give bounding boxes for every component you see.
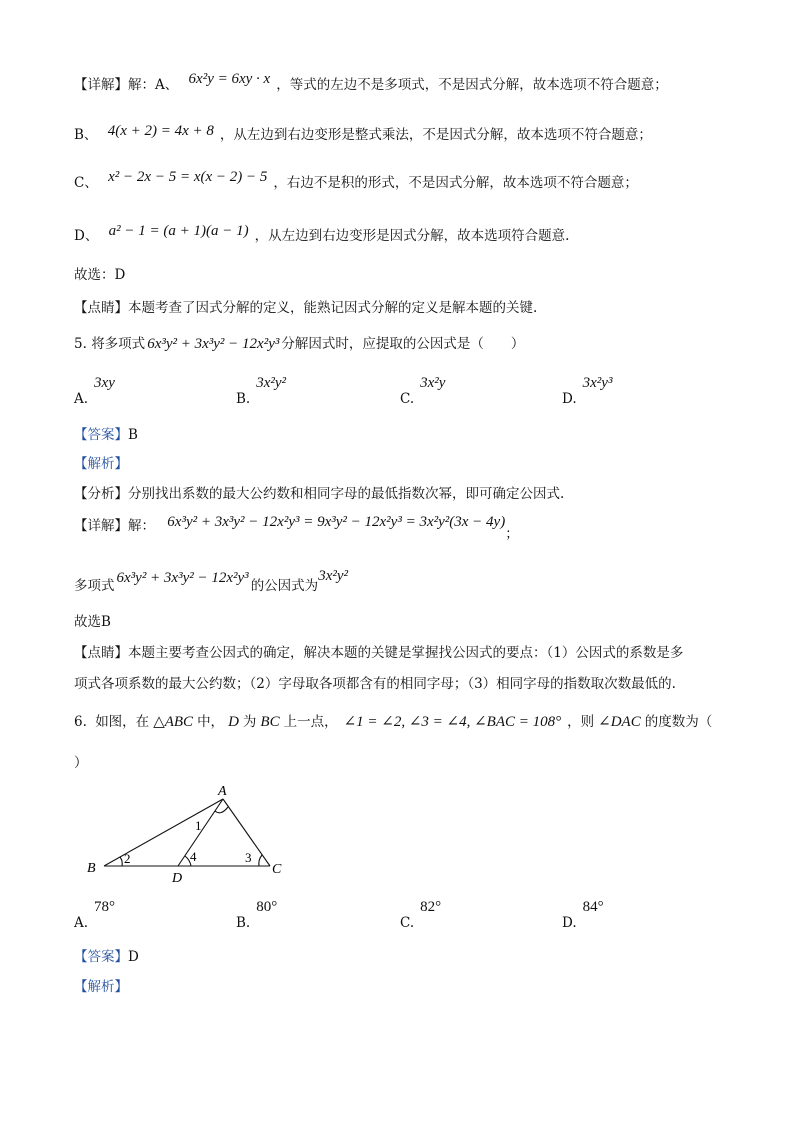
q6-stem-line2: ） (74, 755, 88, 771)
q5-comment-1 (74, 642, 683, 664)
q5-analysis-tag (74, 453, 128, 475)
q4-detail-B (74, 124, 652, 146)
math-expr: 6x²y = 6xy · x (188, 71, 271, 87)
q6-analysis-tag (74, 976, 128, 998)
detail-end: ； (505, 526, 519, 542)
angle-label-2: 2 (124, 851, 131, 866)
q5-fenxi (74, 483, 564, 505)
math-expr: 4(x + 2) = 4x + 8 (107, 123, 214, 139)
q6-stem (74, 711, 712, 733)
q5-choice: 故选B (74, 614, 111, 630)
math-expr: 6x³y² + 3x³y² − 12x²y³ = 9x³y² − 12x²y³ = 3x²y²(3x − 4y) (167, 514, 506, 530)
math-cond: ∠1 = ∠2, ∠3 = ∠4, ∠BAC = 108° (343, 714, 562, 730)
detail-text: ，从左边到右边变形是整式乘法，不是因式分解，故本选项不符合题意； (219, 127, 652, 143)
comment-tag: 【点睛】 (74, 645, 128, 661)
q4-choice: 故选：D (74, 267, 126, 283)
vertex-label-A: A (218, 784, 227, 799)
math-BC: BC (260, 714, 280, 730)
angle-label-1: 1 (195, 818, 202, 833)
angle-label-4: 4 (190, 849, 197, 864)
stem-text: 将多项式 (91, 336, 146, 352)
math-expr: x² − 2x − 5 = x(x − 2) − 5 (108, 169, 268, 185)
side-AB (104, 799, 223, 866)
option-value: 3x²y (420, 375, 446, 391)
fenxi-tag: 【分析】 (74, 486, 128, 502)
math-expr: 6x³y² + 3x³y² − 12x²y³ (116, 570, 249, 586)
q4-detail-D (74, 225, 569, 247)
math-expr: 3x²y² (318, 568, 348, 584)
option-label: C. (400, 915, 415, 931)
q5-option-c[interactable] (400, 375, 446, 410)
option-label: D. (562, 915, 577, 931)
answer-tag: 【答案】 (74, 427, 128, 443)
detail-tag: 【详解】 (74, 518, 128, 534)
answer-tag: 【答案】 (74, 949, 128, 965)
detail-text: ，等式的左边不是多项式，不是因式分解，故本选项不符合题意； (276, 77, 668, 93)
question-number: 5. (74, 336, 87, 352)
detail-lead: 解：A、 (128, 77, 179, 93)
q5-answer (74, 424, 138, 446)
q6-option-c[interactable] (400, 899, 442, 934)
option-label: B. (236, 915, 251, 931)
detail-text: ，从左边到右边变形是因式分解，故本选项符合题意. (254, 228, 570, 244)
q5-comment-2: 项式各项系数的最大公约数；（2）字母取各项都含有的相同字母；（3）相同字母的指数取次数最低的. (74, 676, 676, 692)
option-label: C、 (74, 175, 98, 191)
detail-text: ，右边不是积的形式，不是因式分解，故本选项不符合题意； (273, 175, 638, 191)
math-target: ∠DAC (598, 714, 641, 730)
stem-text: 中， (197, 714, 225, 730)
stem-text: 分解因式时，应提取的公因式是（ ） (281, 336, 525, 352)
analysis-tag: 【解析】 (74, 456, 128, 472)
q6-option-a[interactable] (74, 899, 116, 934)
option-label: B. (236, 391, 251, 407)
math-expr: 6x³y² + 3x³y² − 12x²y³ (147, 336, 280, 352)
fenxi-text: 分别找出系数的最大公约数和相同字母的最低指数次幂，即可确定公因式. (128, 486, 565, 502)
analysis-tag: 【解析】 (74, 979, 128, 995)
option-label: D、 (74, 228, 99, 244)
option-value: 78° (94, 899, 116, 915)
q5-detail (74, 514, 519, 542)
stem-text: 为 (242, 714, 257, 730)
option-label: A. (74, 915, 89, 931)
comment-tag: 【点睛】 (74, 300, 128, 316)
angle-arc-3 (259, 855, 262, 866)
vertex-label-C: C (272, 862, 282, 877)
q4-detail-C (74, 169, 638, 194)
comment-text: 本题考查了因式分解的定义，能熟记因式分解的定义是解本题的关键. (128, 300, 538, 316)
option-label: B、 (74, 127, 98, 143)
angle-arc-2 (120, 857, 122, 866)
math-expr: a² − 1 = (a + 1)(a − 1) (108, 223, 249, 239)
q6-answer (74, 946, 139, 968)
option-label: D. (562, 391, 577, 407)
q6-option-d[interactable] (562, 899, 604, 934)
q6-option-b[interactable] (236, 899, 278, 934)
stem-text: 上一点， (283, 714, 338, 730)
answer-value: B (128, 427, 138, 443)
angle-label-3: 3 (245, 850, 252, 865)
conclusion-text: 多项式 (74, 578, 115, 594)
option-value: 3x²y³ (582, 375, 613, 391)
q5-option-d[interactable] (562, 375, 613, 410)
detail-tag: 【详解】 (74, 77, 128, 93)
stem-text: 的度数为（ (644, 714, 713, 730)
option-label: C. (400, 391, 415, 407)
answer-value: D (128, 949, 139, 965)
option-value: 3x²y² (256, 375, 287, 391)
q6-triangle-figure (80, 780, 310, 886)
vertex-label-B: B (87, 861, 96, 876)
math-D: D (228, 714, 239, 730)
vertex-label-D: D (172, 871, 183, 886)
stem-text: 如图，在 (95, 714, 150, 730)
math-tri: △ABC (153, 714, 194, 730)
question-number: 6. (74, 714, 87, 730)
conclusion-text: 的公因式为 (250, 578, 319, 594)
option-label: A. (74, 391, 89, 407)
option-value: 84° (582, 899, 604, 915)
q5-option-a[interactable] (74, 375, 115, 410)
q5-option-b[interactable] (236, 375, 287, 410)
comment-text: 本题主要考查公因式的确定，解决本题的关键是掌握找公因式的要点：（1）公因式的系数是多 (128, 645, 684, 661)
option-value: 80° (256, 899, 278, 915)
q5-conclusion (74, 567, 348, 594)
stem-text: ，则 (567, 714, 595, 730)
q5-stem (74, 333, 524, 355)
q4-detail-A (74, 71, 668, 96)
option-value: 82° (420, 899, 442, 915)
option-value: 3xy (94, 375, 115, 391)
q4-comment (74, 297, 537, 319)
detail-lead: 解： (128, 518, 155, 534)
